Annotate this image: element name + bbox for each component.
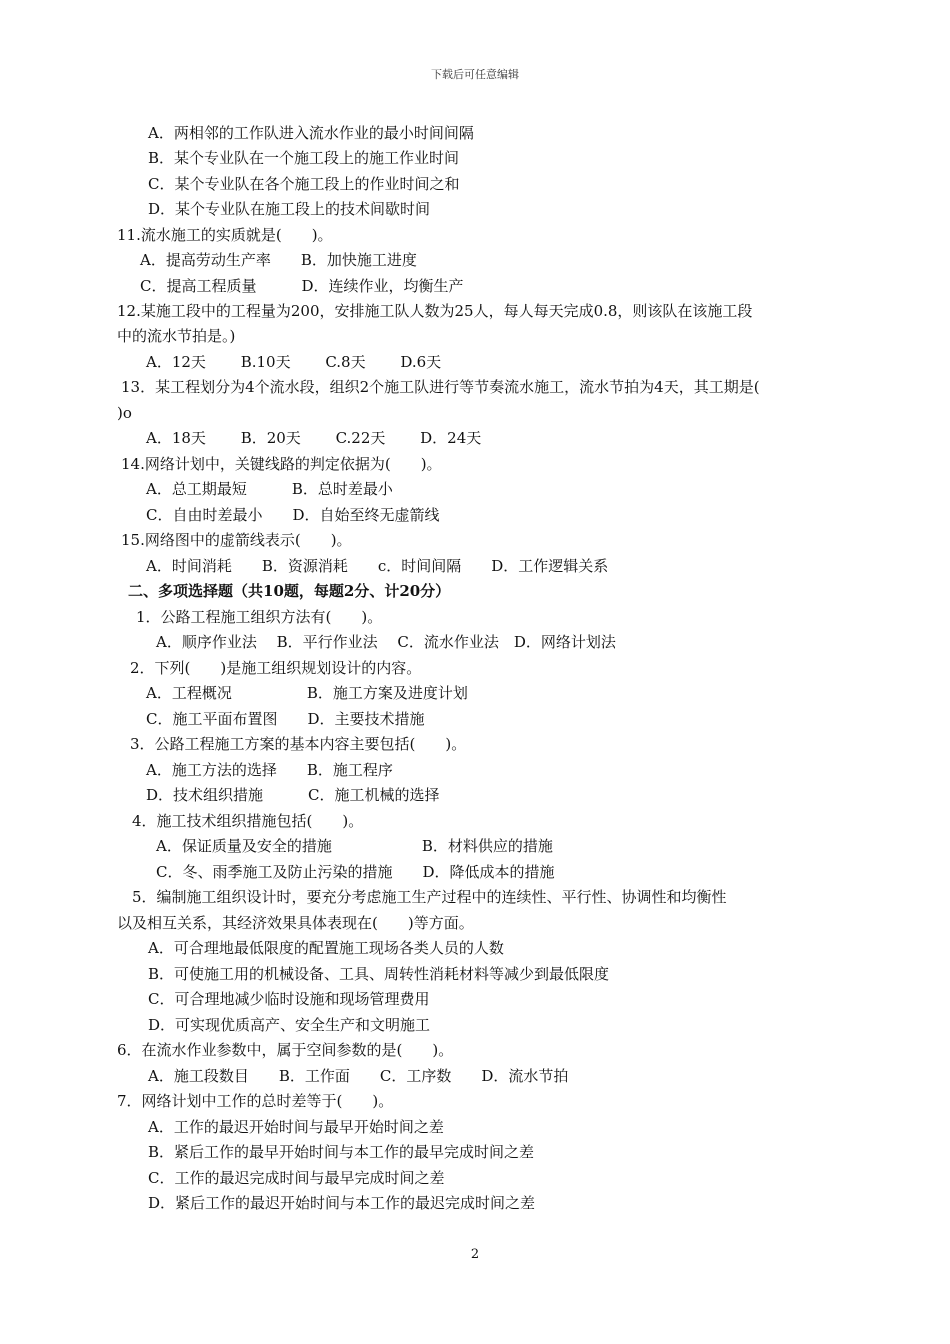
option-line: A．两相邻的工作队进入流水作业的最小时间间隔: [148, 124, 474, 142]
section-heading: 二、多项选择题（共10题，每题2分、计20分）: [128, 582, 451, 600]
option-line: C．自由时差最小 D．自始至终无虚箭线: [146, 506, 440, 524]
option-line: A．顺序作业法 B．平行作业法 C．流水作业法 D．网络计划法: [156, 633, 616, 651]
question-line: 15.网络图中的虚箭线表示( )。: [121, 531, 352, 549]
option-line: D．紧后工作的最迟开始时间与本工作的最迟完成时间之差: [148, 1194, 536, 1212]
option-line: D．可实现优质高产、安全生产和文明施工: [148, 1016, 431, 1034]
question-line: 7．网络计划中工作的总时差等于( )。: [117, 1092, 394, 1110]
question-line: 3．公路工程施工方案的基本内容主要包括( )。: [130, 735, 467, 753]
question-line: 中的流水节拍是。): [117, 327, 236, 345]
question-line: 6．在流水作业参数中，属于空间参数的是( )。: [117, 1041, 454, 1059]
option-line: D．技术组织措施 C．施工机械的选择: [146, 786, 440, 804]
page-number: 2: [470, 1247, 480, 1262]
option-line: A．保证质量及安全的措施 B．材料供应的措施: [156, 837, 553, 855]
option-line: C．冬、雨季施工及防止污染的措施 D．降低成本的措施: [156, 863, 555, 881]
option-line: D．某个专业队在施工段上的技术间歇时间: [148, 200, 431, 218]
question-line: 11.流水施工的实质就是( )。: [117, 226, 333, 244]
question-line: 5．编制施工组织设计时，要充分考虑施工生产过程中的连续性、平行性、协调性和均衡性: [132, 888, 727, 906]
option-line: B．可使施工用的机械设备、工具、周转性消耗材料等减少到最低限度: [148, 965, 610, 983]
question-line: 12.某施工段中的工程量为200，安排施工队人数为25人，每人每天完成0.8，则该队在该施工段: [117, 302, 753, 320]
question-line: 14.网络计划中，关键线路的判定依据为( )。: [121, 455, 442, 473]
option-line: C．施工平面布置图 D．主要技术措施: [146, 710, 425, 728]
option-line: A．12天 B.10天 C.8天 D.6天: [146, 353, 442, 371]
question-line: 以及相互关系，其经济效果具体表现在( )等方面。: [117, 914, 474, 932]
option-line: C．可合理地减少临时设施和现场管理费用: [148, 990, 430, 1008]
option-line: C．某个专业队在各个施工段上的作业时间之和: [148, 175, 460, 193]
option-line: A．18天 B．20天 C.22天 D．24天: [146, 429, 482, 447]
option-line: C．提高工程质量 D．连续作业，均衡生产: [140, 277, 464, 295]
question-line: 1．公路工程施工组织方法有( )。: [136, 608, 383, 626]
option-line: B．紧后工作的最早开始时间与本工作的最早完成时间之差: [148, 1143, 535, 1161]
page-header: 下载后可任意编辑: [431, 68, 519, 81]
option-line: A．可合理地最低限度的配置施工现场各类人员的人数: [148, 939, 504, 957]
option-line: A．工作的最迟开始时间与最早开始时间之差: [148, 1118, 444, 1136]
question-line: 2．下列( )是施工组织规划设计的内容。: [130, 659, 422, 677]
option-line: B．某个专业队在一个施工段上的施工作业时间: [148, 149, 460, 167]
option-line: A．时间消耗 B．资源消耗 c．时间间隔 D．工作逻辑关系: [146, 557, 609, 575]
question-line: 13．某工程划分为4个流水段，组织2个施工队进行等节奏流水施工，流水节拍为4天，其工期是(: [121, 378, 760, 396]
option-line: A．总工期最短 B．总时差最小: [146, 480, 393, 498]
option-line: A．工程概况 B．施工方案及进度计划: [146, 684, 468, 702]
option-line: A．施工段数目 B．工作面 C．工序数 D．流水节拍: [148, 1067, 569, 1085]
option-line: C．工作的最迟完成时间与最早完成时间之差: [148, 1169, 445, 1187]
question-line: )o: [117, 404, 132, 422]
option-line: A．提高劳动生产率 B．加快施工进度: [140, 251, 417, 269]
question-line: 4．施工技术组织措施包括( )。: [132, 812, 364, 830]
option-line: A．施工方法的选择 B．施工程序: [146, 761, 393, 779]
